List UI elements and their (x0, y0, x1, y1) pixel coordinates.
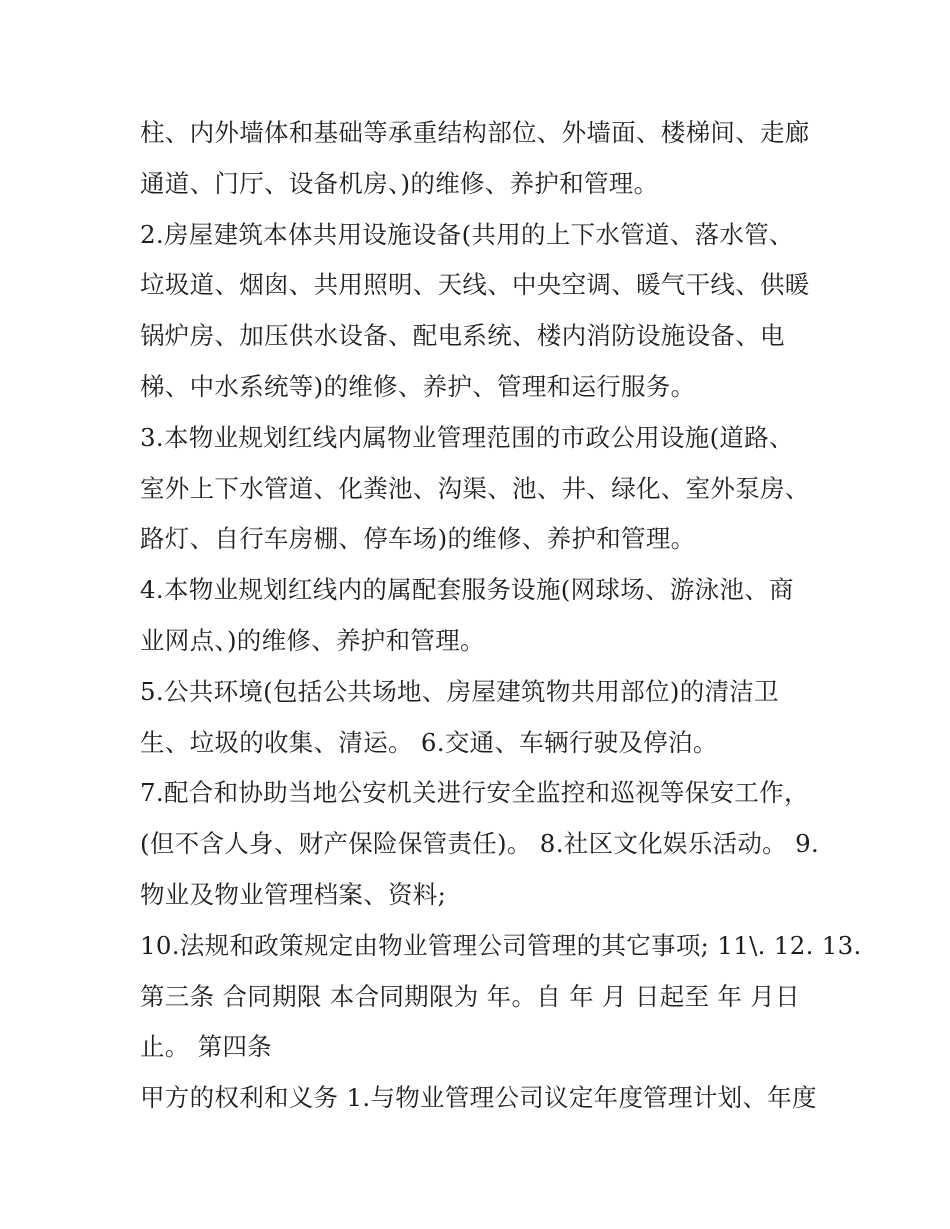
text-line: 5.公共环境(包括公共场地、房屋建筑物共用部位)的清洁卫 (140, 676, 779, 706)
text-line: 4.本物业规划红线内的属配套服务设施(网球场、游泳池、商 (140, 575, 794, 605)
contract-body-text (140, 108, 862, 1124)
text-line: 路灯、自行车房棚、停车场)的维修、养护和管理。 (140, 524, 696, 554)
text-line: 生、垃圾的收集、清运。 6.交通、车辆行驶及停泊。 (140, 727, 718, 757)
text-line: 业网点、)的维修、养护和管理。 (140, 625, 485, 655)
text-line: (但不含人身、财产保险保管责任)。 8.社区文化娱乐活动。 9. (140, 829, 820, 859)
text-line: 室外上下水管道、化粪池、沟渠、池、井、绿化、室外泵房、 (140, 473, 810, 503)
text-line: 10.法规和政策规定由物业管理公司管理的其它事项; 11\. 12. 13. (140, 930, 862, 960)
text-line: 2.房屋建筑本体共用设施设备(共用的上下水管道、落水管、 (140, 219, 794, 249)
text-line: 柱、内外墙体和基础等承重结构部位、外墙面、楼梯间、走廊 (140, 118, 810, 147)
text-line: 通道、门厅、设备机房、)的维修、养护和管理。 (140, 168, 659, 198)
text-line: 甲方的权利和义务 1.与物业管理公司议定年度管理计划、年度 (140, 1083, 817, 1113)
text-line: 梯、中水系统等)的维修、养护、管理和运行服务。 (140, 371, 696, 401)
text-line: 物业及物业管理档案、资料; (140, 879, 447, 909)
text-line: 止。 第四条 (140, 1032, 273, 1062)
text-line: 垃圾道、烟囱、共用照明、天线、中央空调、暖气干线、供暖 (140, 270, 810, 300)
text-line: 7.配合和协助当地公安机关进行安全监控和巡视等保安工作， (140, 778, 809, 808)
text-line: 3.本物业规划红线内属物业管理范围的市政公用设施(道路、 (140, 422, 794, 452)
text-line: 锅炉房、加压供水设备、配电系统、楼内消防设施设备、电 (140, 321, 785, 351)
text-line: 第三条 合同期限 本合同期限为 年。自 年 月 日起至 年 月日 (140, 981, 800, 1011)
